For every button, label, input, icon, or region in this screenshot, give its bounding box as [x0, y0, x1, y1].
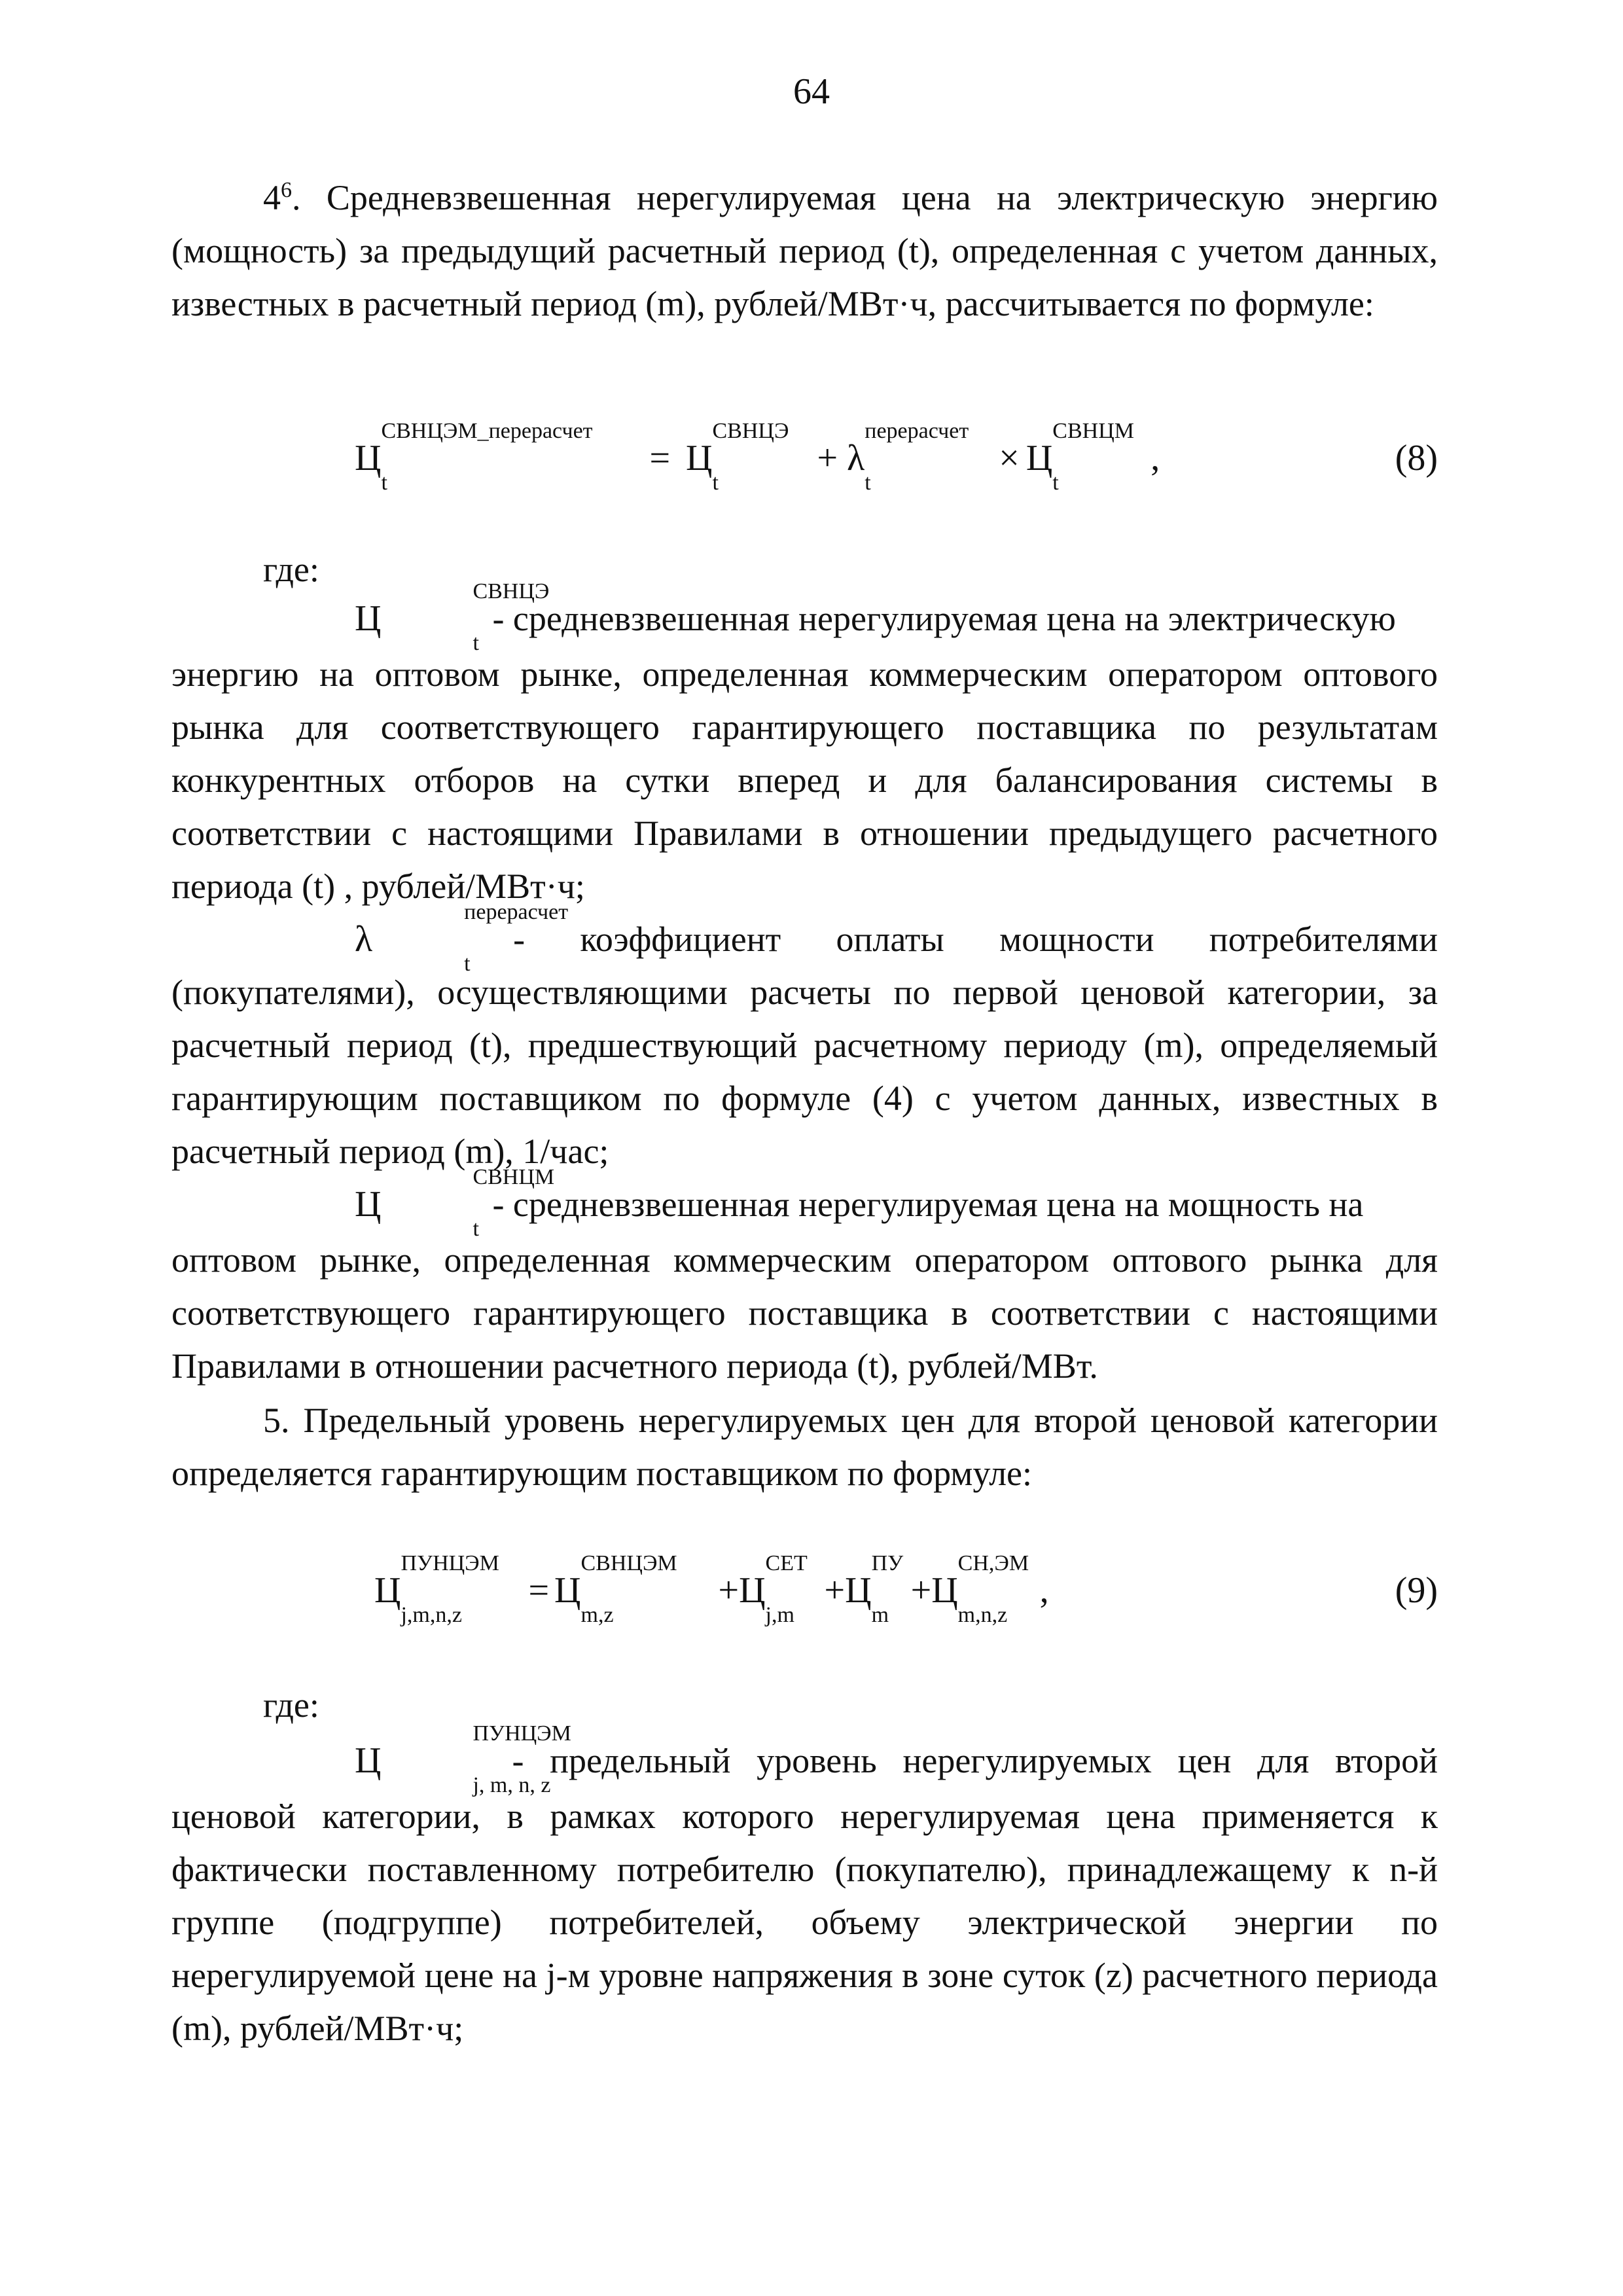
formula-8-term-3: Ц СВНЦМ t [1026, 419, 1134, 495]
definition-cvncm [171, 1165, 1438, 1393]
times-sign: × [999, 438, 1020, 478]
definition-symbol: Ц СВНЦМ t [355, 1165, 555, 1241]
plus-sign: + [824, 1570, 846, 1611]
definition-cvncz [171, 579, 1438, 913]
paragraph-4-6 [171, 164, 1438, 331]
paragraph-text: . Средневзвешенная нерегулируемая цена на электрическую энергию (мощность) за предыдущий расчетный период (t), определенная с учетом данных, известных в расчетный период (m), рублей/МВт·ч, рассчитывается по формуле: [171, 178, 1438, 323]
formula-9-term-3: Ц ПУ m [845, 1551, 904, 1627]
definition-first-line: - средневзвешенная нерегулируемая цена на мощность на [492, 1185, 1364, 1224]
formula-9-term-4: Ц СН,ЭМ m,n,z [931, 1551, 1029, 1627]
where-label-2: где: [263, 1685, 319, 1725]
formula-8-lhs: Ц СВНЦЭМ_перерасчет t [355, 419, 593, 495]
formula-9 [171, 1551, 1438, 1630]
definition-first-line: - предельный уровень нерегулируемых цен для второй [512, 1741, 1438, 1780]
equals-sign: = [528, 1570, 550, 1611]
definition-symbol: Ц СВНЦЭ t [355, 579, 550, 655]
plus-sign: + [718, 1570, 740, 1611]
plus-sign: + [910, 1570, 932, 1611]
equals-sign: = [649, 438, 671, 478]
where-label-1: где: [263, 550, 319, 589]
plus-sign: + [817, 438, 838, 478]
definition-text: энергию на оптовом рынке, определенная коммерческим оператором оптового рынка для соответствующего гарантирующего поставщика по результатам конкурентных отборов на сутки вперед и для балансирования системы в соответствии с настоящими Правилами в отношении предыдущего расчетного периода (t) , рублей/МВт·ч; [171, 655, 1438, 906]
formula-comma: , [1150, 438, 1160, 478]
definition-symbol: Ц ПУНЦЭМ j, m, n, z [355, 1721, 571, 1797]
definition-text: (покупателями), осуществляющими расчеты по первой ценовой категории, за расчетный период (t), предшествующий расчетному периоду (m), определяемый гарантирующим поставщиком по формуле (4) с учетом данных, известных в расчетный период (m), 1/час; [171, 973, 1438, 1171]
definition-symbol: λ перерасчет t [355, 900, 569, 976]
definition-first-line: - коэффициент оплаты мощности потребителями [513, 920, 1438, 959]
formula-comma: , [1039, 1570, 1049, 1611]
definition-text: ценовой категории, в рамках которого нерегулируемая цена применяется к фактически поставленному потребителю (покупателю), принадлежащему к n-й группе (подгруппе) потребителей, объему электрической энергии по нерегулируемой цене на j-м уровне напряжения в зоне суток (z) расчетного периода (m), рублей/МВт·ч; [171, 1797, 1438, 2048]
formula-8 [171, 419, 1438, 497]
definition-lambda [171, 900, 1438, 1178]
formula-8-number: (8) [1395, 438, 1438, 478]
formula-9-lhs: Ц ПУНЦЭМ j,m,n,z [374, 1551, 499, 1627]
formula-8-term-2: λ перерасчет t [847, 419, 969, 495]
definition-puncem [171, 1721, 1438, 2055]
formula-9-number: (9) [1395, 1570, 1438, 1611]
page-number: 64 [793, 71, 830, 112]
formula-9-term-2: Ц СЕТ j,m [739, 1551, 808, 1627]
definition-first-line: - средневзвешенная нерегулируемая цена на электрическую [492, 599, 1396, 638]
formula-9-term-1: Ц СВНЦЭМ m,z [554, 1551, 677, 1627]
paragraph-number-superscript: 6 [281, 178, 292, 202]
paragraph-number: 4 [263, 178, 281, 217]
paragraph-5: 5. Предельный уровень нерегулируемых цен для второй ценовой категории определяется гарантирующим поставщиком по формуле: [171, 1401, 1438, 1493]
definition-text: оптовом рынке, определенная коммерческим оператором оптового рынка для соответствующего гарантирующего поставщика в соответствии с настоящими Правилами в отношении расчетного периода (t), рублей/МВт. [171, 1240, 1438, 1386]
formula-8-term-1: Ц СВНЦЭ t [686, 419, 789, 495]
